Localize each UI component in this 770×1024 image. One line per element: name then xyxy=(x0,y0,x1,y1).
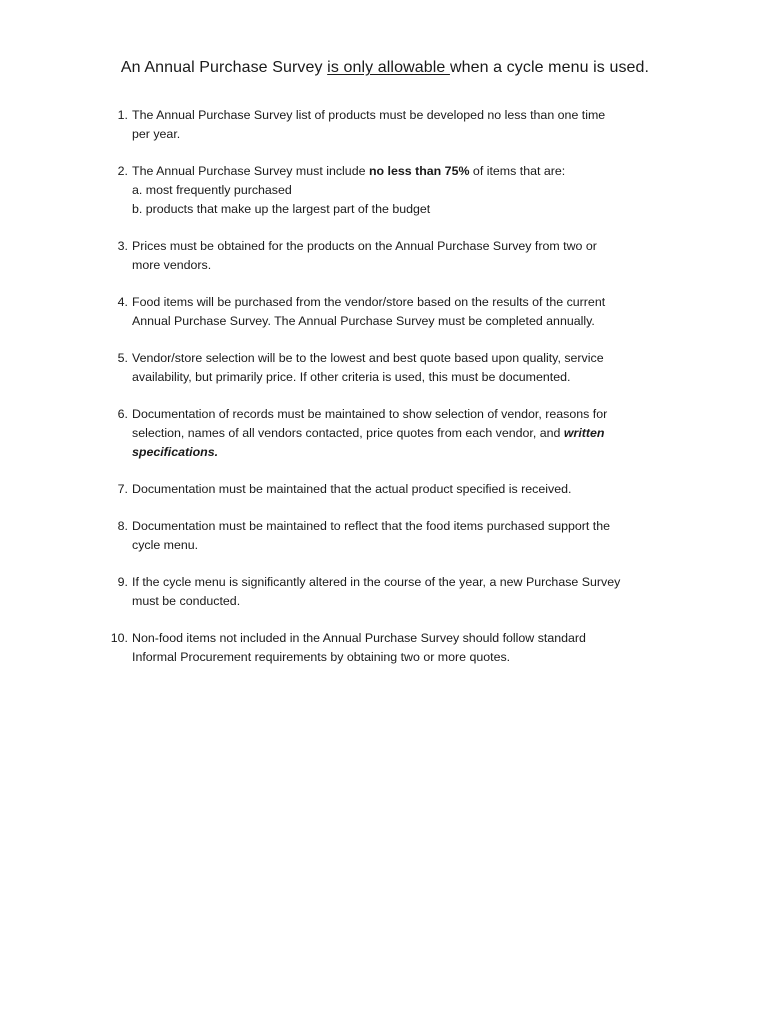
title-text-end: when a cycle menu is used. xyxy=(449,59,650,76)
item-bold-text: no less than 75% xyxy=(368,164,470,178)
item-text-line: cycle menu. xyxy=(132,538,199,552)
item-text: selection, names of all vendors contacted, price quotes from each vendor, and xyxy=(132,426,564,440)
document-title xyxy=(0,59,770,77)
item-number: 2. xyxy=(117,164,128,178)
item-text-line: availability, but primarily price. If other criteria is used, this must be documented. xyxy=(132,370,571,384)
item-number: 1. xyxy=(117,108,128,122)
item-text-line: Informal Procurement requirements by obtaining two or more quotes. xyxy=(132,650,511,664)
item-text-line: Documentation must be maintained that the actual product specified is received. xyxy=(132,482,572,496)
item-number: 9. xyxy=(117,575,128,589)
item-emphasis-text: specifications. xyxy=(132,445,219,459)
list-item-8 xyxy=(0,517,770,555)
list-item-10 xyxy=(0,629,770,667)
item-text-line: Food items will be purchased from the vendor/store based on the results of the current xyxy=(132,295,606,309)
list-item-1 xyxy=(0,106,770,144)
item-number: 8. xyxy=(117,519,128,533)
item-number: 10. xyxy=(110,631,128,645)
list-item-9 xyxy=(0,573,770,611)
item-text-line: Non-food items not included in the Annual Purchase Survey should follow standard xyxy=(132,631,586,645)
title-underlined-text: is only allowable xyxy=(327,59,450,76)
item-text: of items that are: xyxy=(469,164,566,178)
item-text-line: Annual Purchase Survey. The Annual Purchase Survey must be completed annually. xyxy=(132,314,595,328)
list-item-3 xyxy=(0,237,770,275)
item-text-line: Prices must be obtained for the products on the Annual Purchase Survey from two or xyxy=(132,239,597,253)
item-text-line: Vendor/store selection will be to the lowest and best quote based upon quality, service xyxy=(132,351,604,365)
item-number: 6. xyxy=(117,407,128,421)
item-text-line xyxy=(132,443,690,462)
list-item-5 xyxy=(0,349,770,387)
list-item-7 xyxy=(0,480,770,499)
item-text-line: more vendors. xyxy=(132,258,212,272)
item-text-line: Documentation must be maintained to reflect that the food items purchased support the xyxy=(132,519,611,533)
list-item-4 xyxy=(0,293,770,331)
item-text-line xyxy=(132,162,690,181)
item-number: 5. xyxy=(117,351,128,365)
item-number: 3. xyxy=(117,239,128,253)
sub-item-b: b. products that make up the largest part of the budget xyxy=(132,202,431,216)
list-item-2 xyxy=(0,162,770,219)
item-text-line: Documentation of records must be maintained to show selection of vendor, reasons for xyxy=(132,407,608,421)
requirements-list xyxy=(0,106,770,685)
title-text-start: An Annual Purchase Survey xyxy=(120,59,328,76)
item-text: The Annual Purchase Survey must include xyxy=(132,164,369,178)
item-number: 4. xyxy=(117,295,128,309)
item-text-line xyxy=(132,424,690,443)
list-item-6 xyxy=(0,405,770,462)
item-text-line: The Annual Purchase Survey list of products must be developed no less than one time xyxy=(132,108,606,122)
item-number: 7. xyxy=(117,482,128,496)
item-text-line: If the cycle menu is significantly altered in the course of the year, a new Purchase Survey xyxy=(132,575,621,589)
item-text-line: per year. xyxy=(132,127,181,141)
sub-item-a: a. most frequently purchased xyxy=(132,183,292,197)
item-text-line: must be conducted. xyxy=(132,594,241,608)
item-emphasis-text: written xyxy=(563,426,605,440)
